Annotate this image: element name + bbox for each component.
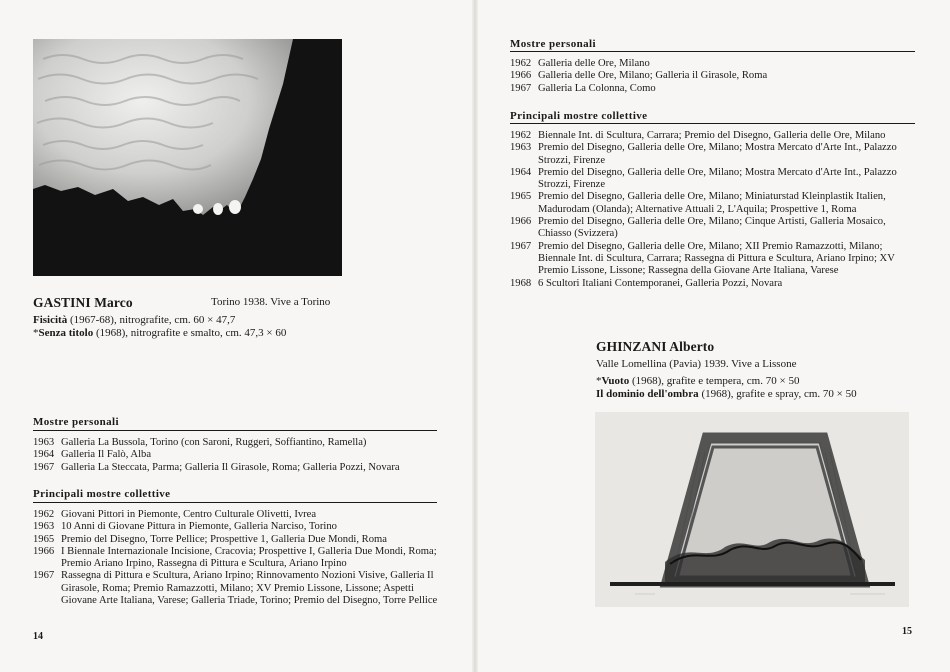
exhibit-text: Premio del Disegno, Galleria delle Ore, Milano; Miniaturstad Kleinplastik Italien, Madurodam (Olanda); Alternative Attuali 2, L'Aquila; Prospettive 1, Roma xyxy=(538,191,886,215)
exhibit-text: I Biennale Internazionale Incisione, Cracovia; Prospettive I, Galleria Due Mondi, Roma; Premio Ariano Irpino, Rassegna di Pittura e Scultura, Ariano Irpino xyxy=(61,545,437,570)
personal-exhibitions-list xyxy=(33,437,437,474)
section-rule xyxy=(33,430,437,431)
exhibit-text: Galleria La Colonna, Como xyxy=(538,82,656,94)
work-entry xyxy=(596,375,916,388)
section-rule xyxy=(510,123,915,124)
list-item xyxy=(33,570,439,607)
exhibit-text: Premio del Disegno, Galleria delle Ore, Milano; Mostra Mercato d'Arte Int., Palazzo Strozzi, Firenze xyxy=(538,142,897,166)
list-item xyxy=(33,509,439,521)
artist-birth-residence: Valle Lomellina (Pavia) 1939. Vive a Lissone xyxy=(596,358,797,370)
list-item xyxy=(510,191,917,216)
artist-name: GASTINI Marco xyxy=(33,295,133,310)
works-list-ghinzani xyxy=(596,375,916,401)
exhibit-year: 1963 xyxy=(33,437,55,448)
list-item xyxy=(33,534,439,546)
section-rule xyxy=(510,51,915,52)
exhibit-text: Premio del Disegno, Galleria delle Ore, Milano; XII Premio Ramazzotti, Milano; Biennale Int. di Scultura, Carrara; Rassegna di Pittura e Scultura, Ariano Irpino; XV Premio Lissone, Lissone; Rassegna della Giovane Arte Italiana, Varese xyxy=(538,240,895,277)
exhibit-year: 1967 xyxy=(510,240,532,252)
book-gutter xyxy=(472,0,478,672)
exhibit-text: Giovani Pittori in Piemonte, Centro Culturale Olivetti, Ivrea xyxy=(61,509,317,520)
work-star: * xyxy=(596,375,602,387)
list-item xyxy=(510,58,915,70)
collective-exhibitions-list xyxy=(33,509,439,607)
work-title: Vuoto xyxy=(601,375,630,387)
page-number: 15 xyxy=(902,626,912,637)
exhibit-text: Premio del Disegno, Torre Pellice; Prospettive 1, Galleria Due Mondi, Roma xyxy=(61,533,387,545)
exhibit-year: 1963 xyxy=(33,521,55,533)
exhibit-year: 1965 xyxy=(510,191,532,203)
list-item xyxy=(510,241,917,278)
exhibit-year: 1967 xyxy=(33,570,55,582)
exhibit-year: 1968 xyxy=(510,277,532,289)
exhibit-text: Galleria Il Falò, Alba xyxy=(61,449,152,461)
exhibit-text: Biennale Int. di Scultura, Carrara; Premio del Disegno, Galleria delle Ore, Milano xyxy=(538,130,886,141)
section-title-personal: Mostre personali xyxy=(33,416,119,428)
exhibit-text: Galleria delle Ore, Milano xyxy=(538,58,650,69)
artist-name: GHINZANI Alberto xyxy=(596,339,715,354)
exhibit-text: Premio del Disegno, Galleria delle Ore, Milano; Mostra Mercato d'Arte Int., Palazzo Strozzi, Firenze xyxy=(538,166,897,191)
list-item xyxy=(33,462,437,474)
work-entry xyxy=(596,388,916,401)
exhibit-text: Premio del Disegno, Galleria delle Ore, Milano; Cinque Artisti, Galleria Mosaico, Chiasso (Svizzera) xyxy=(538,216,886,240)
work-title: Il dominio dell'ombra xyxy=(596,388,699,400)
exhibit-year: 1966 xyxy=(33,545,55,557)
personal-exhibitions-list xyxy=(510,58,915,95)
work-entry xyxy=(33,314,433,327)
exhibit-text: Rassegna di Pittura e Scultura, Ariano Irpino; Rinnovamento Nozioni Visive, Galleria Il Girasole, Roma; Premio Ramazzotti, Milano; XV Premio Lissone, Lissone; Aspetti Giovane Arte Italiana, Varese; Galleria Triade, Torino; Premio del Disegno, Torre Pellice xyxy=(61,570,438,607)
section-rule xyxy=(33,502,437,503)
exhibit-year: 1962 xyxy=(510,130,532,141)
works-list-gastini xyxy=(33,314,433,340)
exhibit-text: 6 Scultori Italiani Contemporanei, Galleria Pozzi, Novara xyxy=(538,277,783,289)
list-item xyxy=(510,70,915,82)
list-item xyxy=(33,449,437,461)
exhibit-text: Galleria La Steccata, Parma; Galleria Il Girasole, Roma; Galleria Pozzi, Novara xyxy=(61,461,400,473)
artist-birth-residence: Torino 1938. Vive a Torino xyxy=(211,296,331,308)
exhibit-text: Galleria delle Ore, Milano; Galleria il Girasole, Roma xyxy=(538,70,768,82)
exhibit-year: 1966 xyxy=(510,70,532,82)
exhibit-year: 1963 xyxy=(510,142,532,154)
list-item xyxy=(510,130,917,142)
work-title: Fisicità xyxy=(33,314,68,326)
list-item xyxy=(510,167,917,192)
section-title-personal: Mostre personali xyxy=(510,38,596,50)
work-details: (1967-68), nitrografite, cm. 60 × 47,7 xyxy=(67,314,236,326)
work-star: * xyxy=(33,327,39,339)
work-details: (1968), grafite e tempera, cm. 70 × 50 xyxy=(629,375,800,387)
artist-heading-ghinzani xyxy=(596,339,916,370)
exhibit-year: 1966 xyxy=(510,216,532,228)
list-item xyxy=(33,546,439,571)
work-details: (1968), grafite e spray, cm. 70 × 50 xyxy=(698,388,857,400)
exhibit-year: 1964 xyxy=(33,449,55,461)
list-item xyxy=(510,142,917,167)
exhibit-year: 1967 xyxy=(510,82,532,94)
section-title-collective: Principali mostre collettive xyxy=(510,110,648,122)
exhibit-year: 1965 xyxy=(33,533,55,545)
collective-exhibitions-list xyxy=(510,130,917,290)
artwork-photo-gastini xyxy=(33,39,342,276)
list-item xyxy=(510,83,915,95)
section-title-collective: Principali mostre collettive xyxy=(33,488,171,500)
exhibit-year: 1962 xyxy=(510,58,532,69)
list-item xyxy=(510,278,917,290)
list-item xyxy=(33,521,439,533)
work-details: (1968), nitrografite e smalto, cm. 47,3 × 60 xyxy=(93,327,287,339)
exhibit-year: 1964 xyxy=(510,166,532,178)
list-item xyxy=(33,437,437,449)
work-title: Senza titolo xyxy=(38,327,94,339)
page-number: 14 xyxy=(33,631,43,642)
artist-heading-gastini xyxy=(33,294,353,312)
list-item xyxy=(510,216,917,241)
exhibit-text: Galleria La Bussola, Torino (con Saroni, Ruggeri, Soffiantino, Ramella) xyxy=(61,437,367,448)
exhibit-year: 1962 xyxy=(33,509,55,520)
exhibit-year: 1967 xyxy=(33,461,55,473)
work-entry xyxy=(33,327,433,340)
exhibit-text: 10 Anni di Giovane Pittura in Piemonte, Galleria Narciso, Torino xyxy=(61,521,337,533)
artwork-photo-ghinzani xyxy=(595,412,909,607)
